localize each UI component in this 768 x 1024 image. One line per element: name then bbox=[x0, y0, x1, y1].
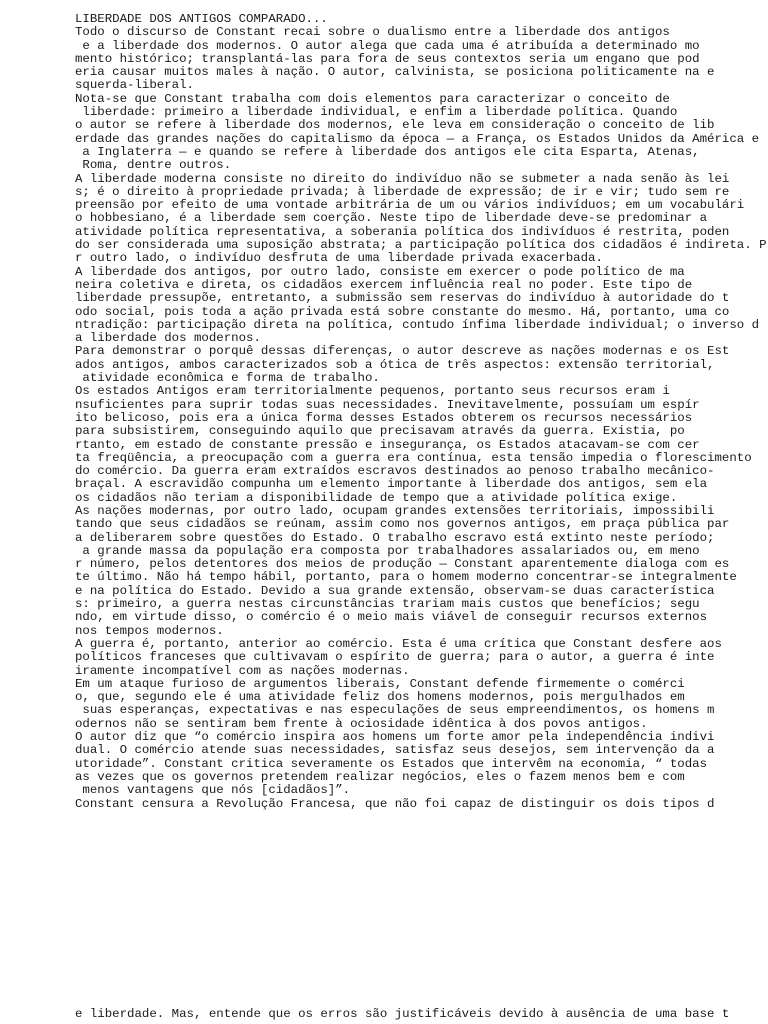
text-line: nos tempos modernos. bbox=[75, 623, 224, 638]
text-line: preensão por efeito de uma vontade arbitrária de um ou vários indivíduos; em um vocabulári bbox=[75, 198, 745, 213]
text-line: Para demonstrar o porquê dessas diferenças, o autor descreve as nações modernas e os Est bbox=[75, 344, 730, 359]
document-body bbox=[75, 13, 765, 811]
text-line: do comércio. Da guerra eram extraídos escravos destinados ao penoso trabalho mecânico- bbox=[75, 464, 715, 479]
text-line: a liberdade dos modernos. bbox=[75, 331, 261, 346]
text-line: do ser considerada uma suposição abstrata; a participação política dos cidadãos é indireta. P bbox=[75, 238, 767, 253]
text-line: os cidadãos não teriam a disponibilidade de tempo que a atividade política exige. bbox=[75, 490, 678, 505]
text-line: dual. O comércio atende suas necessidades, satisfaz seus desejos, sem intervenção da a bbox=[75, 743, 715, 758]
text-line: iramente incompatível com as nações modernas. bbox=[75, 663, 410, 678]
text-line: ntradição: participação direta na política, contudo ínfima liberdade individual; o inverso d bbox=[75, 317, 760, 332]
text-line: A liberdade moderna consiste no direito do indivíduo não se submeter a nada senão às lei bbox=[75, 171, 730, 186]
text-line: As nações modernas, por outro lado, ocupam grandes extensões territoriais, impossibili bbox=[75, 503, 715, 518]
text-line: A guerra é, portanto, anterior ao comércio. Esta é uma crítica que Constant desfere aos bbox=[75, 636, 722, 651]
text-line: ndo, em virtude disso, o comércio é o meio mais viável de conseguir recursos externos bbox=[75, 610, 708, 625]
text-line: liberdade: primeiro a liberdade individual, e enfim a liberdade política. Quando bbox=[75, 105, 678, 120]
text-line: a deliberarem sobre questões do Estado. O trabalho escravo está extinto neste período; bbox=[75, 530, 715, 545]
text-line: utoridade”. Constant critica severamente os Estados que intervêm na economia, “ todas bbox=[75, 756, 708, 771]
text-line: ito belicoso, pois era a única forma desses Estados obterem os recursos necessários bbox=[75, 410, 693, 425]
document-tail-line: e liberdade. Mas, entende que os erros são justificáveis devido à ausência de uma base t bbox=[75, 1007, 730, 1021]
text-line: tando que seus cidadãos se reúnam, assim como nos governos antigos, em praça pública par bbox=[75, 517, 730, 532]
text-line: Roma, dentre outros. bbox=[75, 158, 232, 173]
text-line: a grande massa da população era composta por trabalhadores assalariados ou, em meno bbox=[75, 543, 700, 558]
text-line: erdade das grandes nações do capitalismo da época — a França, os Estados Unidos da América e bbox=[75, 131, 760, 146]
text-line: suas esperanças, expectativas e nas especulações de seus empreendimentos, os homens m bbox=[75, 703, 715, 718]
text-line: atividade econômica e forma de trabalho. bbox=[75, 371, 380, 386]
text-line: odo social, pois toda a ação privada está sobre constante do mesmo. Há, portanto, uma co bbox=[75, 304, 730, 319]
text-line: atividade política representativa, a soberania política dos indivíduos é restrita, poden bbox=[75, 224, 730, 239]
text-line: braçal. A escravidão compunha um elemento importante à liberdade dos antigos, sem ela bbox=[75, 477, 708, 492]
text-line: te último. Não há tempo hábil, portanto, para o homem moderno concentrar-se integralmente bbox=[75, 570, 737, 585]
text-line: mento histórico; transplantá-las para fora de seus contextos seria um engano que pod bbox=[75, 51, 700, 66]
text-line: menos vantagens que nós [cidadãos]”. bbox=[75, 783, 351, 798]
text-line: o hobbesiano, é a liberdade sem coerção. Neste tipo de liberdade deve-se predominar a bbox=[75, 211, 708, 226]
text-line: r número, pelos detentores dos meios de produção — Constant aparentemente dialoga com es bbox=[75, 557, 730, 572]
text-line: as vezes que os governos pretendem realizar negócios, eles o fazem menos bem e com bbox=[75, 769, 685, 784]
text-line: odernos não se sentiram bem frente à ociosidade idêntica à dos povos antigos. bbox=[75, 716, 648, 731]
text-line: Os estados Antigos eram territorialmente pequenos, portanto seus recursos eram i bbox=[75, 384, 670, 399]
text-line: eria causar muitos males à nação. O autor, calvinista, se posiciona politicamente na e bbox=[75, 65, 715, 80]
text-line: Em um ataque furioso de argumentos liberais, Constant defende firmemente o comérci bbox=[75, 676, 685, 691]
text-line: e a liberdade dos modernos. O autor alega que cada uma é atribuída a determinado mo bbox=[75, 38, 700, 53]
text-line: para subsistirem, conseguindo aquilo que precisavam através da guerra. Existia, po bbox=[75, 424, 685, 439]
document-title: LIBERDADE DOS ANTIGOS COMPARADO... bbox=[75, 12, 328, 26]
text-line: o, que, segundo ele é uma atividade feliz dos homens modernos, pois mergulhados em bbox=[75, 690, 685, 705]
text-line: Todo o discurso de Constant recai sobre o dualismo entre a liberdade dos antigos bbox=[75, 25, 670, 40]
text-line: ta freqüência, a preocupação com a guerra era contínua, esta tensão impedia o florescimento bbox=[75, 450, 752, 465]
text-line: O autor diz que “o comércio inspira aos homens um forte amor pela independência indivi bbox=[75, 730, 715, 745]
text-line: a Inglaterra — e quando se refere à liberdade dos antigos ele cita Esparta, Atenas, bbox=[75, 144, 700, 159]
text-line: s; é o direito à propriedade privada; à liberdade de expressão; de ir e vir; tudo sem re bbox=[75, 184, 730, 199]
text-line: squerda-liberal. bbox=[75, 78, 194, 93]
text-line: s: primeiro, a guerra nestas circunstâncias trariam mais custos que benefícios; segu bbox=[75, 597, 700, 612]
text-line: Nota-se que Constant trabalha com dois elementos para caracterizar o conceito de bbox=[75, 91, 670, 106]
text-line: Constant censura a Revolução Francesa, que não foi capaz de distinguir os dois tipos d bbox=[75, 796, 715, 811]
text-line: r outro lado, o indivíduo desfruta de uma liberdade privada exacerbada. bbox=[75, 251, 603, 266]
text-line: liberdade pressupõe, entretanto, a submissão sem reservas do indivíduo à autoridade do t bbox=[75, 291, 730, 306]
text-line: A liberdade dos antigos, por outro lado, consiste em exercer o pode político de ma bbox=[75, 264, 685, 279]
text-line: o autor se refere à liberdade dos modernos, ele leva em consideração o conceito de lib bbox=[75, 118, 715, 133]
text-line: e na política do Estado. Devido a sua grande extensão, observam-se duas característica bbox=[75, 583, 715, 598]
text-line: políticos franceses que cultivavam o espírito de guerra; para o autor, a guerra é inte bbox=[75, 650, 715, 665]
text-line: neira coletiva e direta, os cidadãos exercem influência real no poder. Este tipo de bbox=[75, 277, 693, 292]
text-line: rtanto, em estado de constante pressão e insegurança, os Estados atacavam-se com cer bbox=[75, 437, 700, 452]
text-line: ados antigos, ambos caracterizados sob a ótica de três aspectos: extensão territorial, bbox=[75, 357, 715, 372]
text-line: nsuficientes para suprir todas suas necessidades. Inevitavelmente, possuíam um espír bbox=[75, 397, 700, 412]
